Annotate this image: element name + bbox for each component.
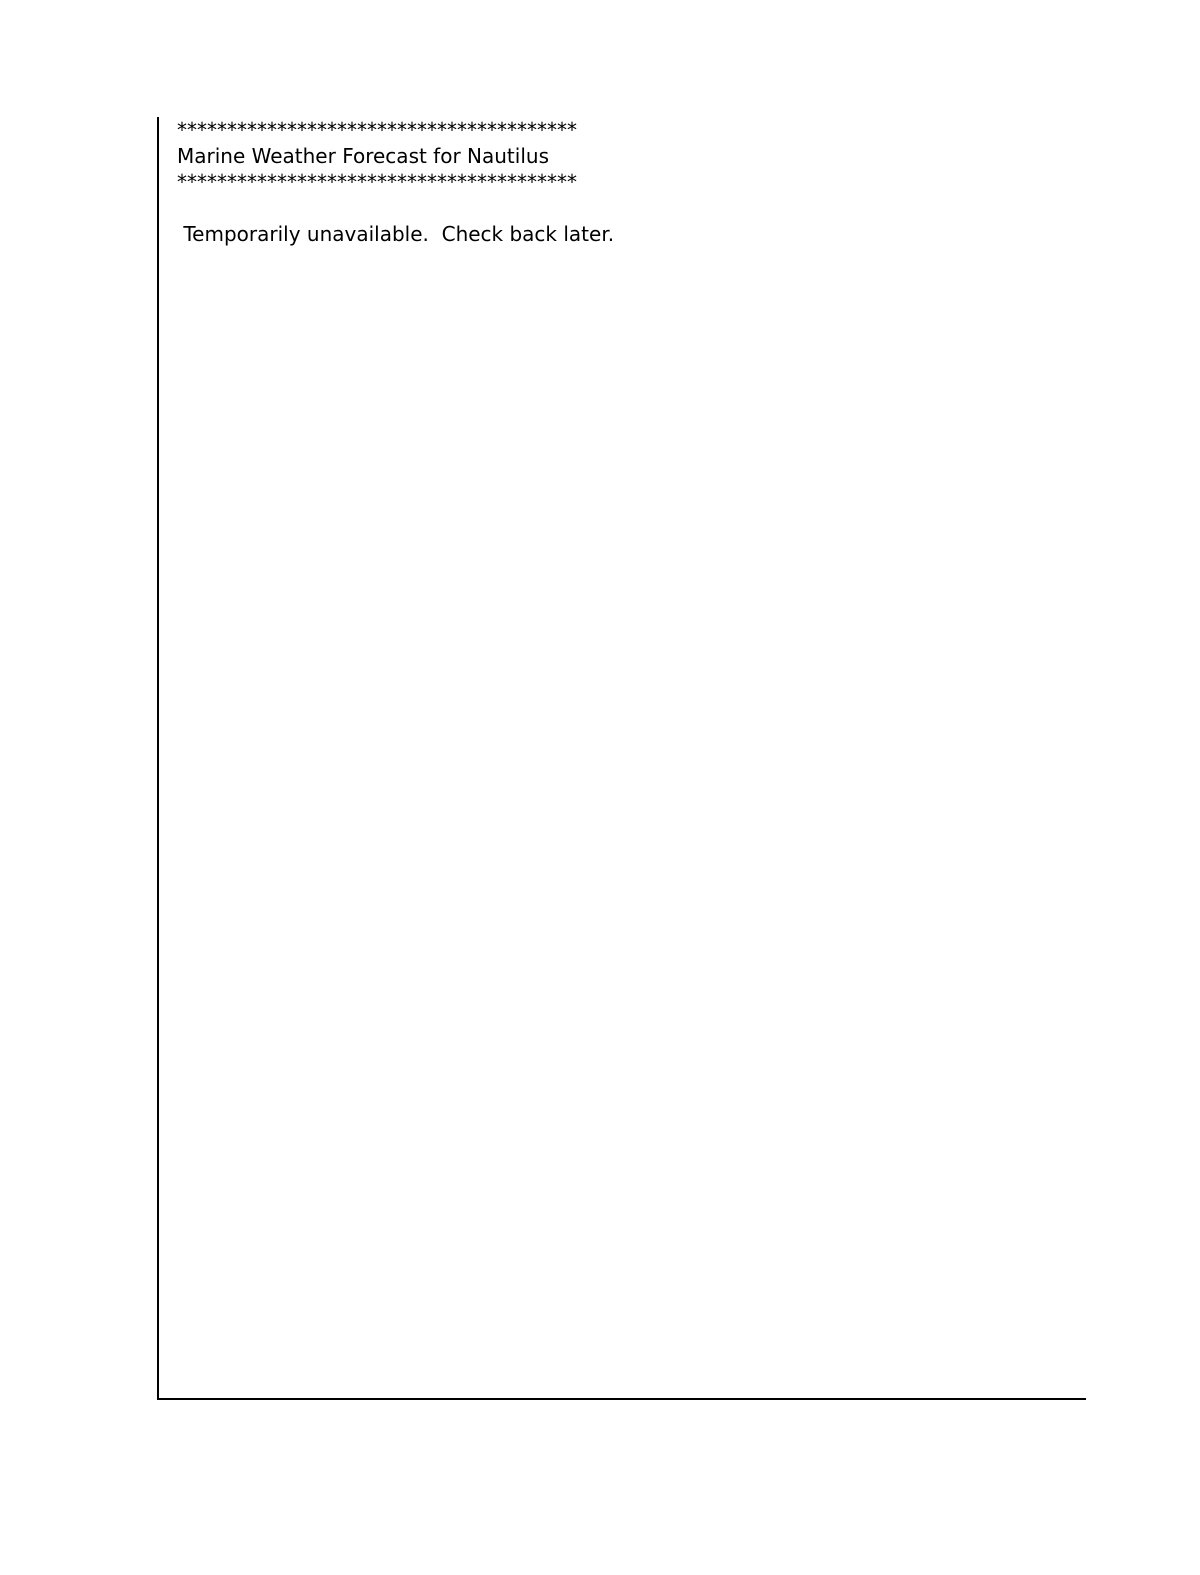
forecast-text-block	[159, 117, 1086, 247]
content-frame	[157, 117, 1086, 1400]
status-message: Temporarily unavailable. Check back later.	[177, 222, 615, 246]
blank-line	[177, 195, 1086, 221]
divider-asterisks-top: ****************************************	[177, 118, 577, 142]
forecast-title: Marine Weather Forecast for Nautilus	[177, 144, 549, 168]
divider-asterisks-bottom: ****************************************	[177, 170, 577, 194]
